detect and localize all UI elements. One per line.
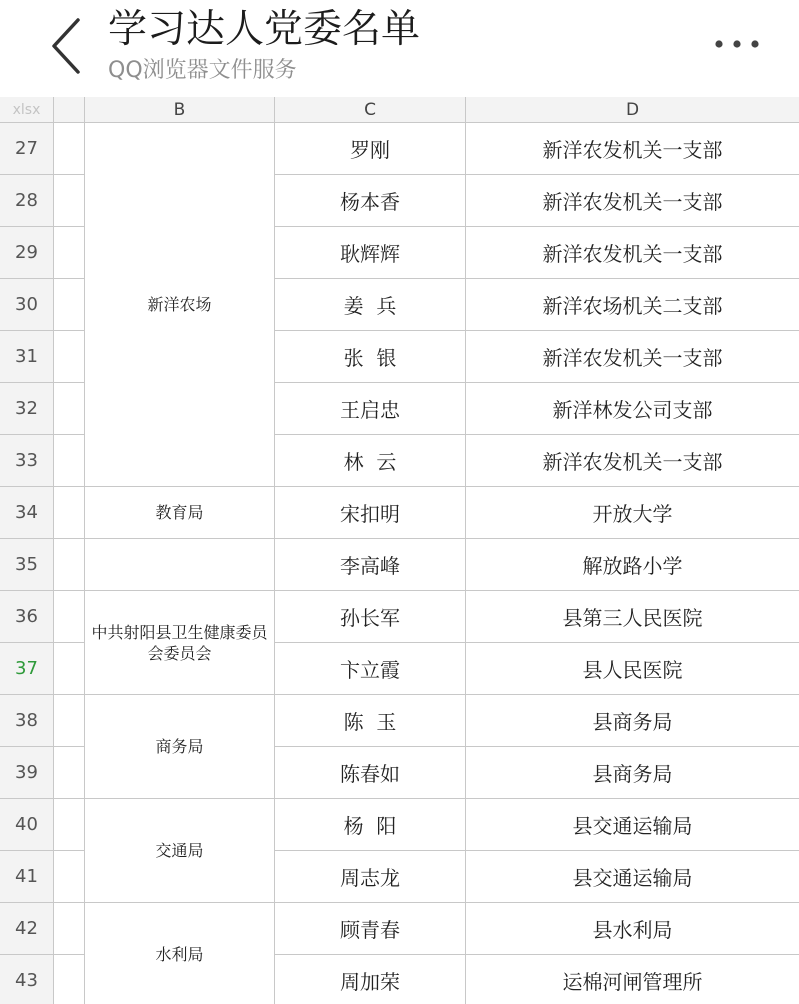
- cell-branch[interactable]: 县交通运输局: [466, 799, 799, 851]
- more-dots-icon: [705, 24, 769, 64]
- column-header-b[interactable]: B: [85, 97, 275, 123]
- cell-name[interactable]: 耿辉辉: [275, 227, 466, 279]
- cell-a[interactable]: [54, 175, 85, 227]
- cell-a[interactable]: [54, 227, 85, 279]
- row-number[interactable]: 33: [0, 435, 54, 487]
- cell-a[interactable]: [54, 695, 85, 747]
- cell-branch[interactable]: 运棉河闸管理所: [466, 955, 799, 1004]
- cell-a[interactable]: [54, 487, 85, 539]
- cell-a[interactable]: [54, 851, 85, 903]
- cell-name[interactable]: 杨 阳: [275, 799, 466, 851]
- back-button[interactable]: [38, 14, 94, 78]
- cell-name[interactable]: 卞立霞: [275, 643, 466, 695]
- cell-a[interactable]: [54, 435, 85, 487]
- cell-name[interactable]: 陈春如: [275, 747, 466, 799]
- cell-branch[interactable]: 县第三人民医院: [466, 591, 799, 643]
- cell-unit[interactable]: 新洋农场: [85, 123, 275, 487]
- row-number[interactable]: 38: [0, 695, 54, 747]
- cell-name[interactable]: 罗刚: [275, 123, 466, 175]
- cell-unit[interactable]: 教育局: [85, 487, 275, 539]
- cell-name[interactable]: 顾青春: [275, 903, 466, 955]
- page-title: 学习达人党委名单: [108, 7, 421, 52]
- cell-name[interactable]: 林 云: [275, 435, 466, 487]
- row-number[interactable]: 40: [0, 799, 54, 851]
- cell-name[interactable]: 张 银: [275, 331, 466, 383]
- cell-branch[interactable]: 新洋农发机关一支部: [466, 175, 799, 227]
- row-number[interactable]: 37: [0, 643, 54, 695]
- row-number[interactable]: 35: [0, 539, 54, 591]
- cell-branch[interactable]: 新洋农发机关一支部: [466, 435, 799, 487]
- row-number[interactable]: 36: [0, 591, 54, 643]
- top-bar: [0, 0, 799, 97]
- cell-branch[interactable]: 新洋农发机关一支部: [466, 227, 799, 279]
- column-header-c[interactable]: C: [275, 97, 466, 123]
- cell-unit[interactable]: 中共射阳县卫生健康委员会委员会: [85, 591, 275, 695]
- row-number[interactable]: 41: [0, 851, 54, 903]
- cell-a[interactable]: [54, 955, 85, 1004]
- cell-name[interactable]: 孙长军: [275, 591, 466, 643]
- cell-name[interactable]: 姜 兵: [275, 279, 466, 331]
- cell-a[interactable]: [54, 383, 85, 435]
- spreadsheet-grid[interactable]: [0, 97, 799, 1004]
- cell-a[interactable]: [54, 591, 85, 643]
- cell-a[interactable]: [54, 331, 85, 383]
- cell-branch[interactable]: 解放路小学: [466, 539, 799, 591]
- cell-unit[interactable]: [85, 539, 275, 591]
- column-header-a[interactable]: [54, 97, 85, 123]
- cell-a[interactable]: [54, 903, 85, 955]
- cell-name[interactable]: 王启忠: [275, 383, 466, 435]
- cell-a[interactable]: [54, 747, 85, 799]
- sheet-corner-label: xlsx: [0, 97, 54, 123]
- cell-name[interactable]: 杨本香: [275, 175, 466, 227]
- row-number[interactable]: 34: [0, 487, 54, 539]
- page-subtitle: QQ浏览器文件服务: [108, 58, 297, 83]
- cell-branch[interactable]: 县水利局: [466, 903, 799, 955]
- more-options-button[interactable]: [705, 24, 769, 64]
- cell-branch[interactable]: 县人民医院: [466, 643, 799, 695]
- cell-unit[interactable]: 水利局: [85, 903, 275, 1004]
- row-number[interactable]: 27: [0, 123, 54, 175]
- row-number[interactable]: 43: [0, 955, 54, 1004]
- cell-branch[interactable]: 新洋农发机关一支部: [466, 331, 799, 383]
- row-number[interactable]: 39: [0, 747, 54, 799]
- column-header-d[interactable]: D: [466, 97, 799, 123]
- row-number[interactable]: 29: [0, 227, 54, 279]
- cell-branch[interactable]: 县商务局: [466, 747, 799, 799]
- cell-unit[interactable]: 交通局: [85, 799, 275, 903]
- row-number[interactable]: 32: [0, 383, 54, 435]
- cell-branch[interactable]: 县交通运输局: [466, 851, 799, 903]
- row-number[interactable]: 31: [0, 331, 54, 383]
- cell-a[interactable]: [54, 123, 85, 175]
- cell-a[interactable]: [54, 279, 85, 331]
- cell-unit[interactable]: 商务局: [85, 695, 275, 799]
- cell-name[interactable]: 李高峰: [275, 539, 466, 591]
- row-number[interactable]: 42: [0, 903, 54, 955]
- cell-a[interactable]: [54, 799, 85, 851]
- row-number[interactable]: 28: [0, 175, 54, 227]
- cell-branch[interactable]: 新洋农发机关一支部: [466, 123, 799, 175]
- cell-branch[interactable]: 新洋农场机关二支部: [466, 279, 799, 331]
- cell-branch[interactable]: 县商务局: [466, 695, 799, 747]
- cell-branch[interactable]: 开放大学: [466, 487, 799, 539]
- cell-name[interactable]: 周志龙: [275, 851, 466, 903]
- cell-a[interactable]: [54, 539, 85, 591]
- cell-branch[interactable]: 新洋林发公司支部: [466, 383, 799, 435]
- cell-a[interactable]: [54, 643, 85, 695]
- cell-name[interactable]: 周加荣: [275, 955, 466, 1004]
- chevron-left-icon: [38, 14, 94, 78]
- cell-name[interactable]: 宋扣明: [275, 487, 466, 539]
- row-number[interactable]: 30: [0, 279, 54, 331]
- cell-name[interactable]: 陈 玉: [275, 695, 466, 747]
